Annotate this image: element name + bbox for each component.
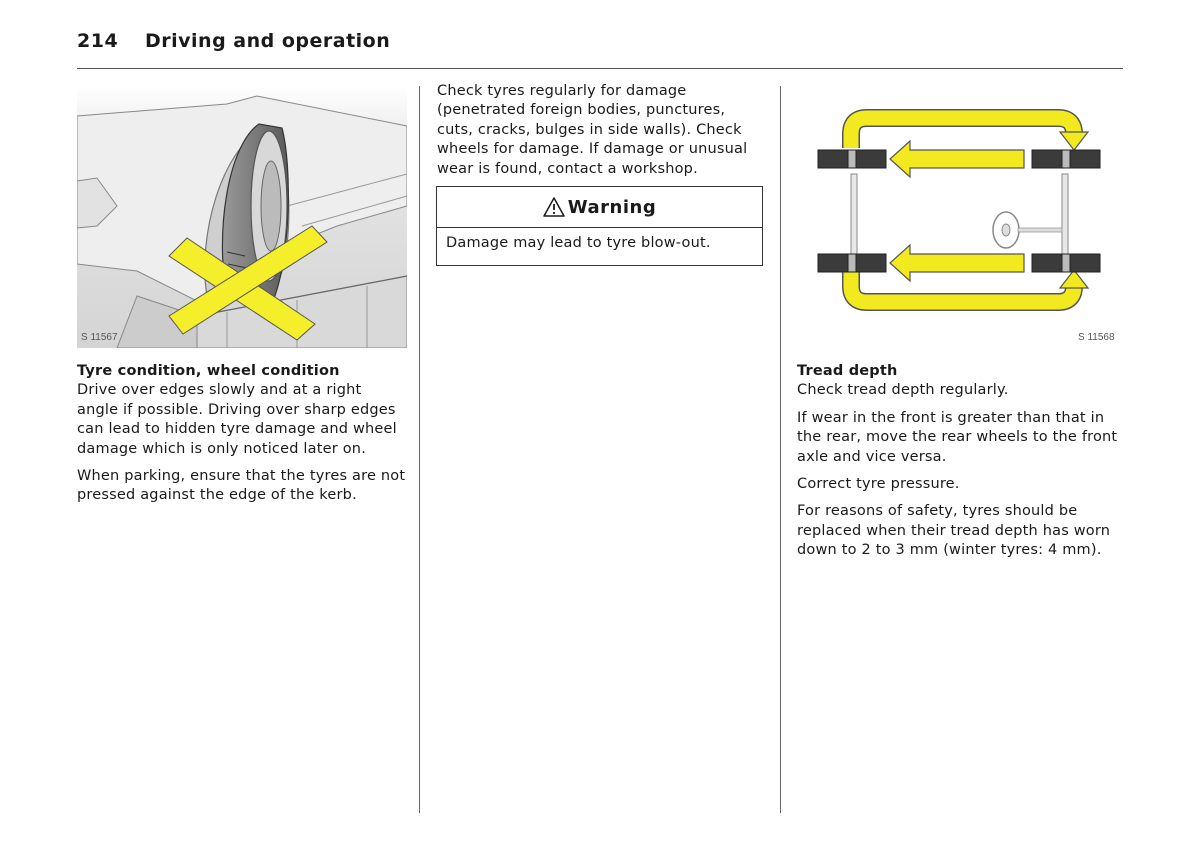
kerb-tyre-drawing (77, 86, 407, 348)
header-divider (77, 68, 1123, 69)
page-number: 214 (77, 30, 119, 52)
right-paragraph-1: Check tread depth regularly. (797, 382, 1009, 399)
tyre-condition-heading: Tyre condition, wheel condition (77, 363, 340, 379)
figure-code-right: S 11568 (1078, 332, 1115, 343)
column-divider-left (419, 86, 420, 813)
section-title: Driving and operation (145, 30, 391, 52)
warning-text: Damage may lead to tyre blow-out. (446, 235, 711, 251)
right-column-text (797, 362, 1127, 569)
left-column-text (77, 362, 407, 514)
column-divider-right (780, 86, 781, 813)
warning-title: Warning (567, 196, 657, 218)
figure-code-left: S 11567 (81, 332, 118, 343)
tyre-rotation-drawing (796, 86, 1128, 348)
right-paragraph-3: Correct tyre pressure. (797, 476, 960, 493)
middle-paragraph-1: Check tyres regularly for damage (penetrated foreign bodies, punctures, cuts, cracks, bulges in side walls). Check wheels for damage. If damage or unusual wear is found, contact a workshop. (437, 83, 748, 177)
tread-depth-heading: Tread depth (797, 363, 898, 379)
tyre-rotation-diagram (796, 86, 1128, 348)
left-paragraph-1: Drive over edges slowly and at a right angle if possible. Driving over sharp edges can lead to hidden tyre damage and wheel damage which is only noticed later on. (77, 382, 397, 457)
right-paragraph-4: For reasons of safety, tyres should be replaced when their tread depth has worn down to 2 to 3 mm (winter tyres: 4 mm). (797, 503, 1111, 559)
kerb-tyre-illustration (77, 86, 407, 348)
warning-triangle-icon (543, 197, 565, 217)
warning-box (436, 186, 763, 266)
middle-column-text (437, 82, 762, 187)
warning-header (436, 187, 763, 228)
left-paragraph-2: When parking, ensure that the tyres are not pressed against the edge of the kerb. (77, 468, 406, 504)
right-paragraph-2: If wear in the front is greater than that in the rear, move the rear wheels to the front axle and vice versa. (797, 409, 1118, 465)
